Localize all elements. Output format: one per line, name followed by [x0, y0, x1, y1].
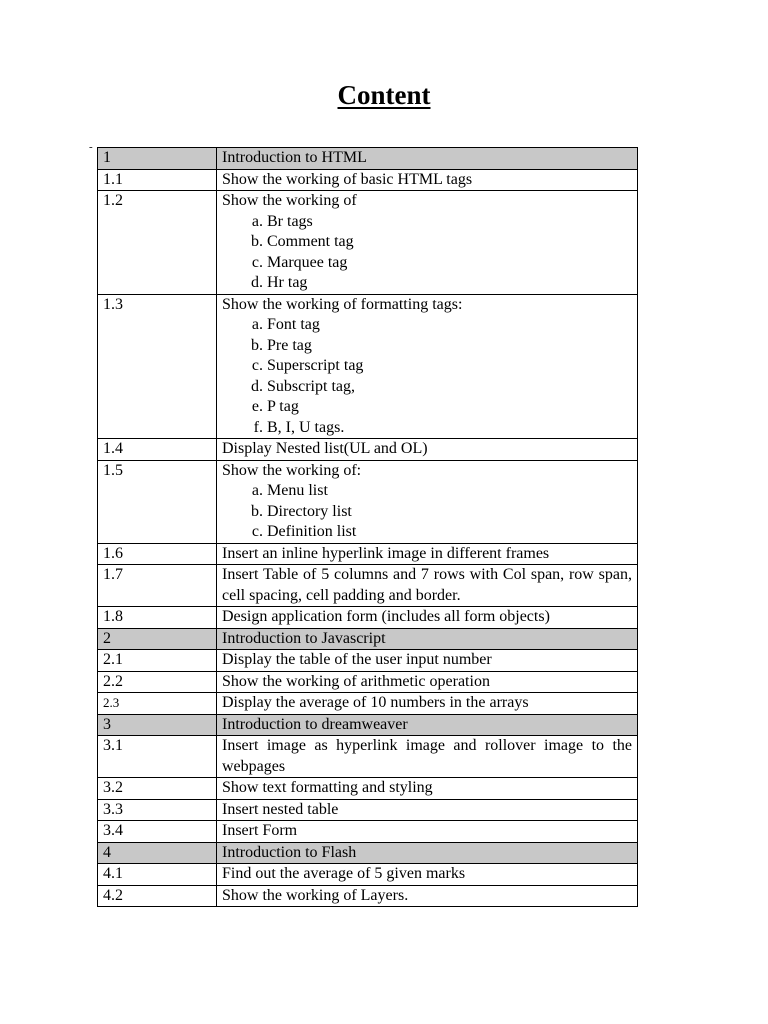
row-number: 2.1 [98, 650, 217, 672]
table-row [98, 543, 638, 565]
list-item: a. Font tag [267, 315, 632, 336]
page-title: Content [337, 80, 431, 110]
row-cell [217, 460, 638, 543]
list-item: c. Definition list [267, 522, 632, 543]
row-text: Show the working of basic HTML tags [217, 169, 638, 191]
row-number: 4.2 [98, 885, 217, 907]
table-row-section [98, 842, 638, 864]
table-row [98, 169, 638, 191]
row-text: Show the working of Layers. [217, 885, 638, 907]
list-item: b. Directory list [267, 502, 632, 523]
list-item: b. Pre tag [267, 336, 632, 357]
list-item: f. B, I, U tags. [267, 418, 632, 439]
table-row-section [98, 148, 638, 170]
row-text: Insert Form [217, 821, 638, 843]
row-number: 1.4 [98, 439, 217, 461]
row-number: 1.8 [98, 607, 217, 629]
list-item: a. Br tags [267, 212, 632, 233]
table-row [98, 885, 638, 907]
row-cell [217, 294, 638, 439]
sub-list [222, 315, 632, 438]
row-text: Display the table of the user input number [217, 650, 638, 672]
row-text: Introduction to Javascript [217, 628, 638, 650]
list-item: a. Menu list [267, 481, 632, 502]
table-row [98, 736, 638, 778]
row-text: Insert nested table [217, 799, 638, 821]
row-text: Introduction to Flash [217, 842, 638, 864]
table-row [98, 693, 638, 715]
row-number: 1 [98, 148, 217, 170]
row-number: 3 [98, 714, 217, 736]
list-item: c. Superscript tag [267, 356, 632, 377]
sub-list [222, 212, 632, 294]
row-text: Introduction to HTML [217, 148, 638, 170]
table-row [98, 439, 638, 461]
row-text: Display the average of 10 numbers in the arrays [217, 693, 638, 715]
table-row-section [98, 714, 638, 736]
row-text: Design application form (includes all form objects) [217, 607, 638, 629]
row-number: 3.3 [98, 799, 217, 821]
row-number: 2.2 [98, 671, 217, 693]
row-text: Find out the average of 5 given marks [217, 864, 638, 886]
row-number: 1.1 [98, 169, 217, 191]
row-text: Show the working of: [222, 461, 362, 479]
row-number: 1.2 [98, 191, 217, 295]
content-table [97, 147, 638, 907]
row-number: 3.4 [98, 821, 217, 843]
row-text: Insert Table of 5 columns and 7 rows with Col span, row span, cell spacing, cell padding and border. [217, 565, 638, 607]
table-row [98, 191, 638, 295]
row-number: 2 [98, 628, 217, 650]
row-text: Show the working of formatting tags: [222, 295, 463, 313]
table-row [98, 864, 638, 886]
table-row [98, 607, 638, 629]
row-text: Introduction to dreamweaver [217, 714, 638, 736]
row-text: Display Nested list(UL and OL) [217, 439, 638, 461]
table-row-section [98, 628, 638, 650]
row-text: Show the working of [222, 192, 357, 209]
row-number: 1.3 [98, 294, 217, 439]
table-row [98, 650, 638, 672]
row-text: Show the working of arithmetic operation [217, 671, 638, 693]
table-row [98, 294, 638, 439]
list-item: b. Comment tag [267, 232, 632, 253]
row-number: 2.3 [98, 693, 217, 715]
row-number: 1.6 [98, 543, 217, 565]
row-number: 3.2 [98, 778, 217, 800]
table-row [98, 671, 638, 693]
list-item: d. Hr tag [267, 273, 632, 294]
list-item: c. Marquee tag [267, 253, 632, 274]
row-text: Insert image as hyperlink image and rollover image to the webpages [217, 736, 638, 778]
table-row [98, 799, 638, 821]
table-row [98, 565, 638, 607]
row-number: 4 [98, 842, 217, 864]
margin-dash: - [89, 141, 93, 153]
table-row [98, 460, 638, 543]
row-number: 1.7 [98, 565, 217, 607]
table-row [98, 778, 638, 800]
row-number: 4.1 [98, 864, 217, 886]
sub-list [222, 481, 632, 543]
list-item: e. P tag [267, 397, 632, 418]
table-row [98, 821, 638, 843]
row-cell [217, 191, 638, 295]
row-text: Insert an inline hyperlink image in different frames [217, 543, 638, 565]
list-item: d. Subscript tag, [267, 377, 632, 398]
row-number: 3.1 [98, 736, 217, 778]
row-number: 1.5 [98, 460, 217, 543]
row-text: Show text formatting and styling [217, 778, 638, 800]
